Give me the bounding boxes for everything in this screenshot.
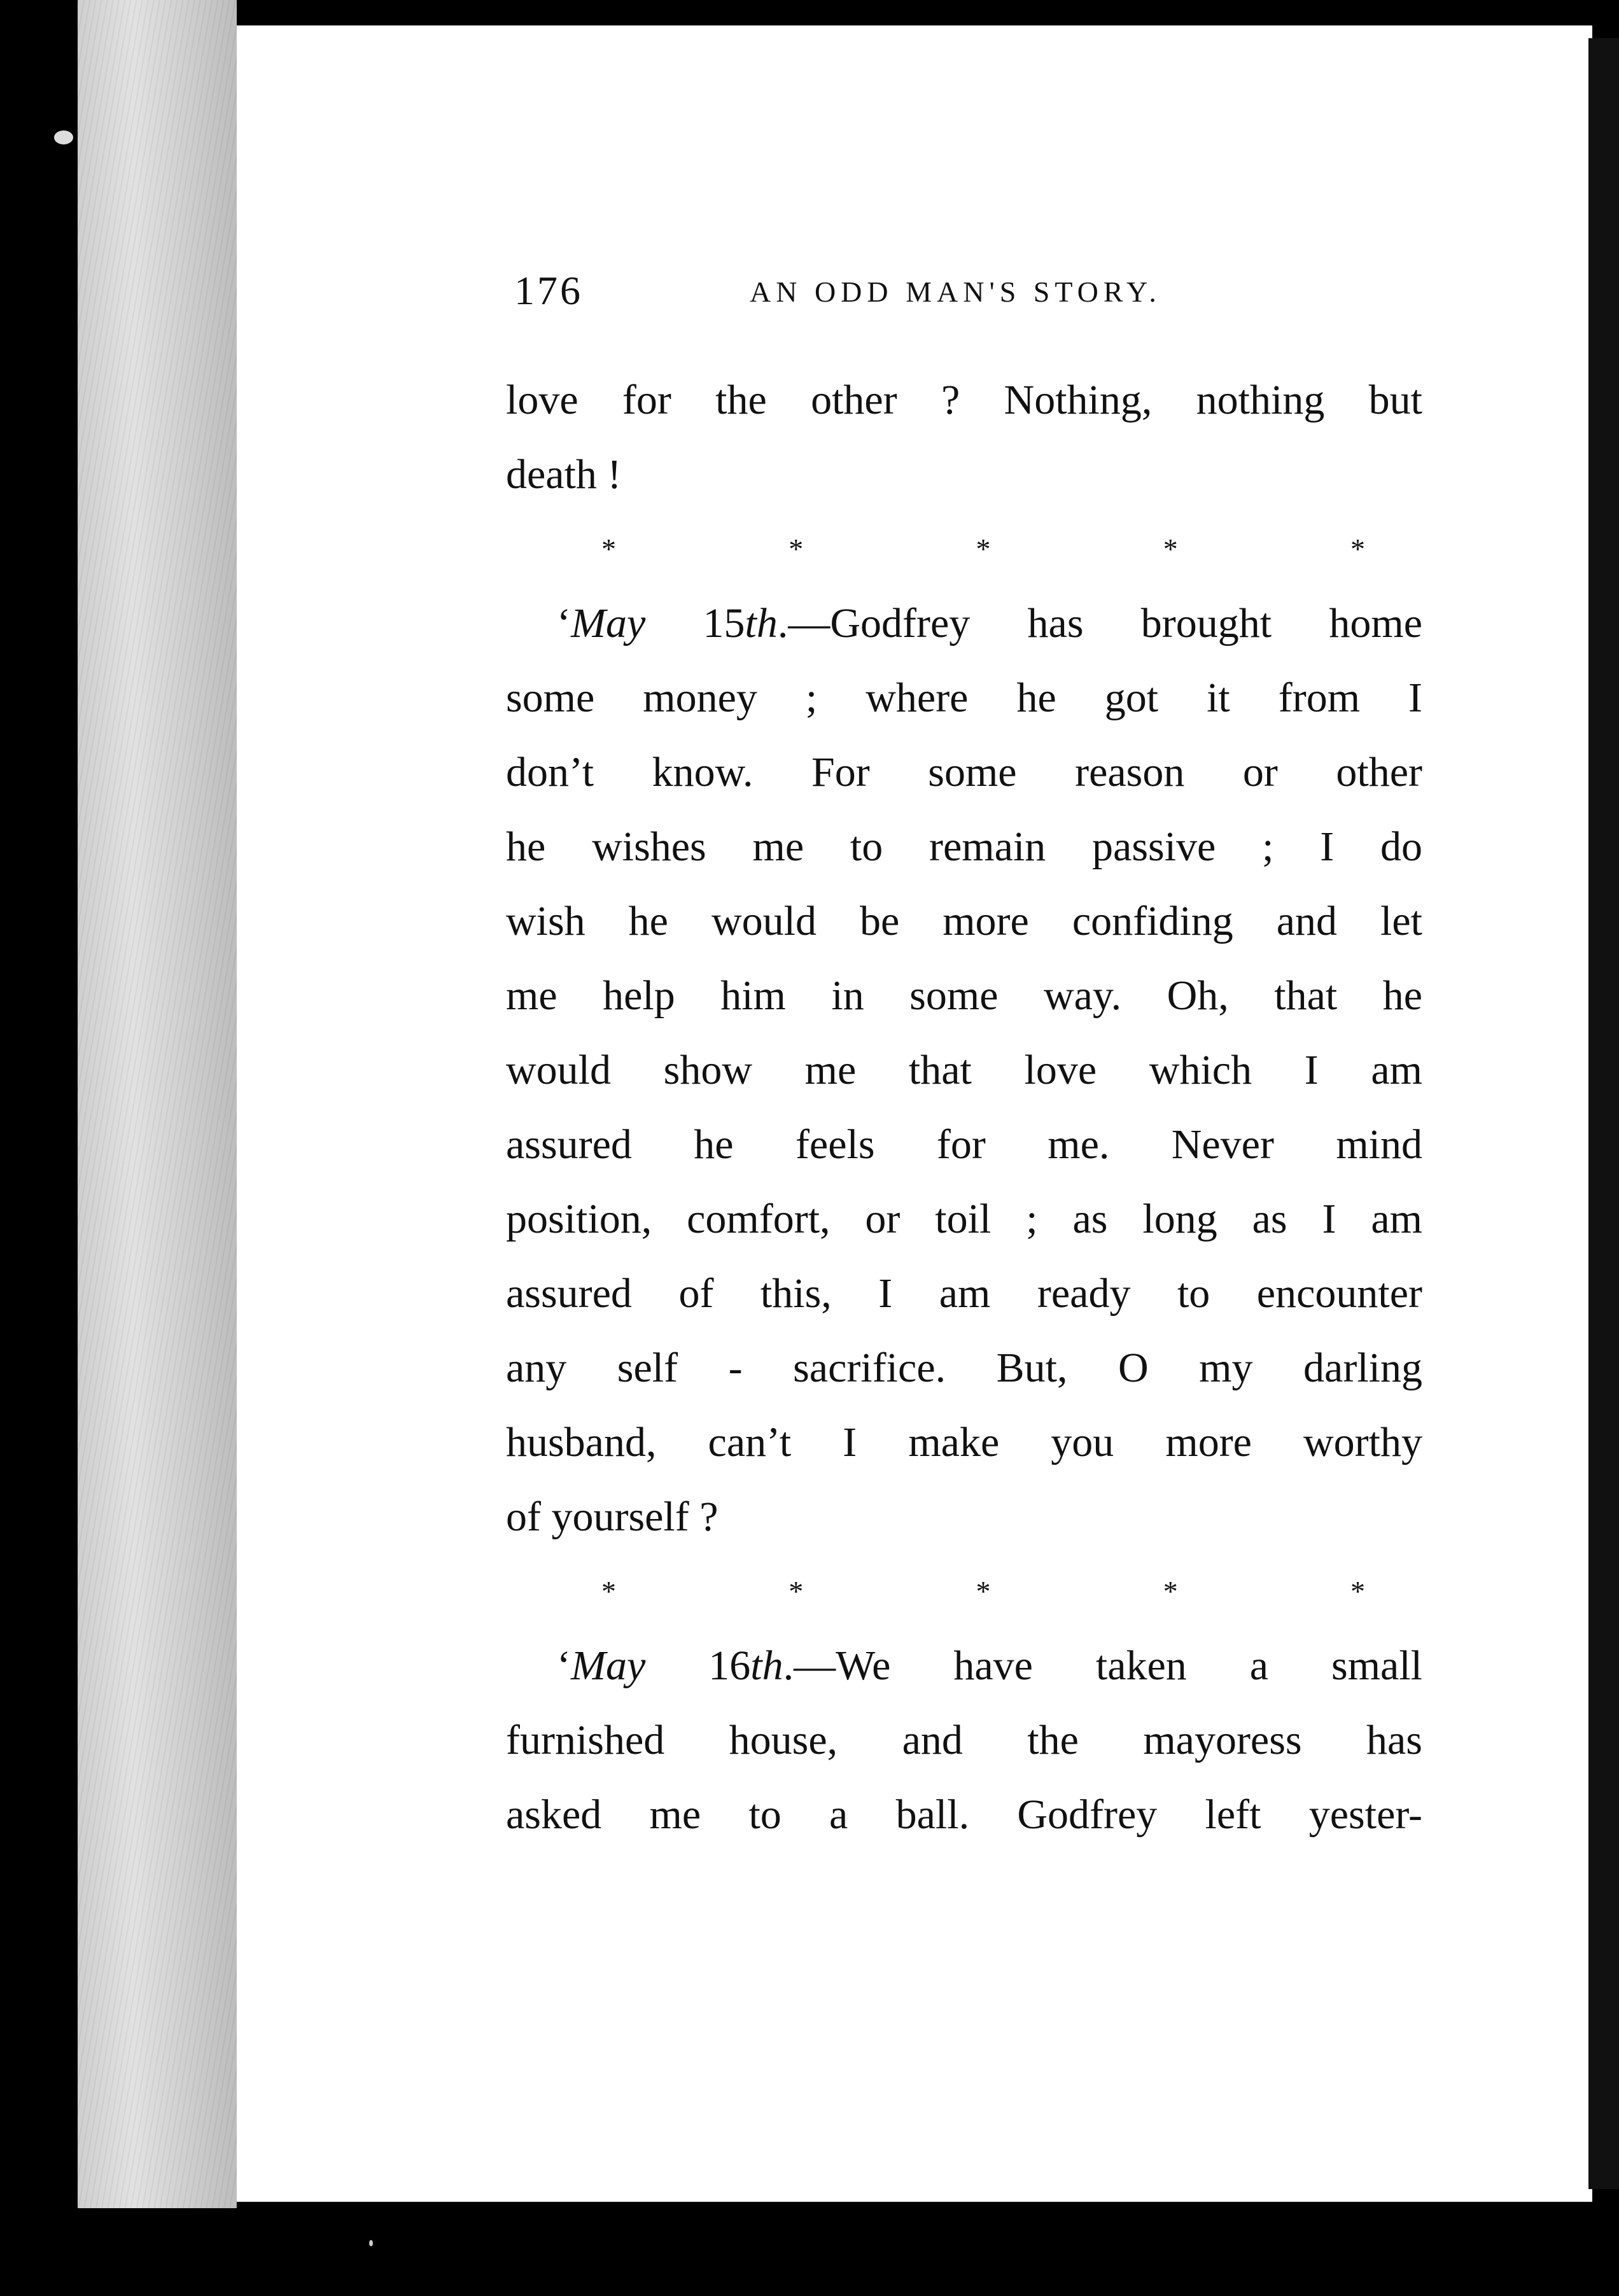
book-page-edges [78,0,237,2208]
facing-page-edge [1588,38,1619,2189]
text-line: death ! [506,451,622,498]
diary-entry-line: of yourself ? [506,1494,718,1540]
section-break-asterisks [506,1554,1422,1628]
asterisk: * [788,1575,804,1607]
asterisk: * [1163,1575,1178,1607]
diary-entry-line: assured of this, I am ready to encounter [506,1270,1422,1317]
asterisk: * [788,533,804,565]
text-line: love for the other ? Nothing, nothing but [506,377,1422,423]
page-number: 176 [514,268,583,313]
scan-speck [54,130,73,144]
running-head [514,267,1202,318]
asterisk: * [976,1575,991,1607]
running-title: AN ODD MAN'S STORY. [750,276,1161,308]
diary-entry-line: would show me that love which I am [506,1047,1422,1093]
diary-entry-line: don’t know. For some reason or other [506,749,1422,795]
asterisk: * [1163,533,1178,565]
asterisk: * [1350,533,1365,565]
diary-entry-line: some money ; where he got it from I [506,675,1422,721]
diary-entry-line: he wishes me to remain passive ; I do [506,823,1422,870]
diary-entry-line: position, comfort, or toil ; as long as I am [506,1196,1422,1242]
asterisk: * [601,533,616,565]
diary-entry-line: asked me to a ball. Godfrey left yester- [506,1791,1422,1838]
diary-entry-line: ‘May 15th.—Godfrey has brought home [557,600,1422,647]
diary-entry-line: husband, can’t I make you more worthy [506,1419,1422,1466]
asterisk: * [1350,1575,1365,1607]
scan-speck [369,2240,373,2246]
page-body [506,363,1422,1852]
diary-entry-line: ‘May 16th.—We have taken a small [557,1642,1423,1689]
asterisk: * [976,533,991,565]
section-break-asterisks [506,512,1422,586]
diary-entry-line: wish he would be more confiding and let [506,898,1422,944]
diary-entry-line: any self - sacrifice. But, O my darling [506,1345,1422,1391]
diary-entry-line: furnished house, and the mayoress has [506,1717,1422,1763]
diary-entry-line: me help him in some way. Oh, that he [506,972,1422,1019]
asterisk: * [601,1575,616,1607]
diary-entry-line: assured he feels for me. Never mind [506,1121,1422,1168]
